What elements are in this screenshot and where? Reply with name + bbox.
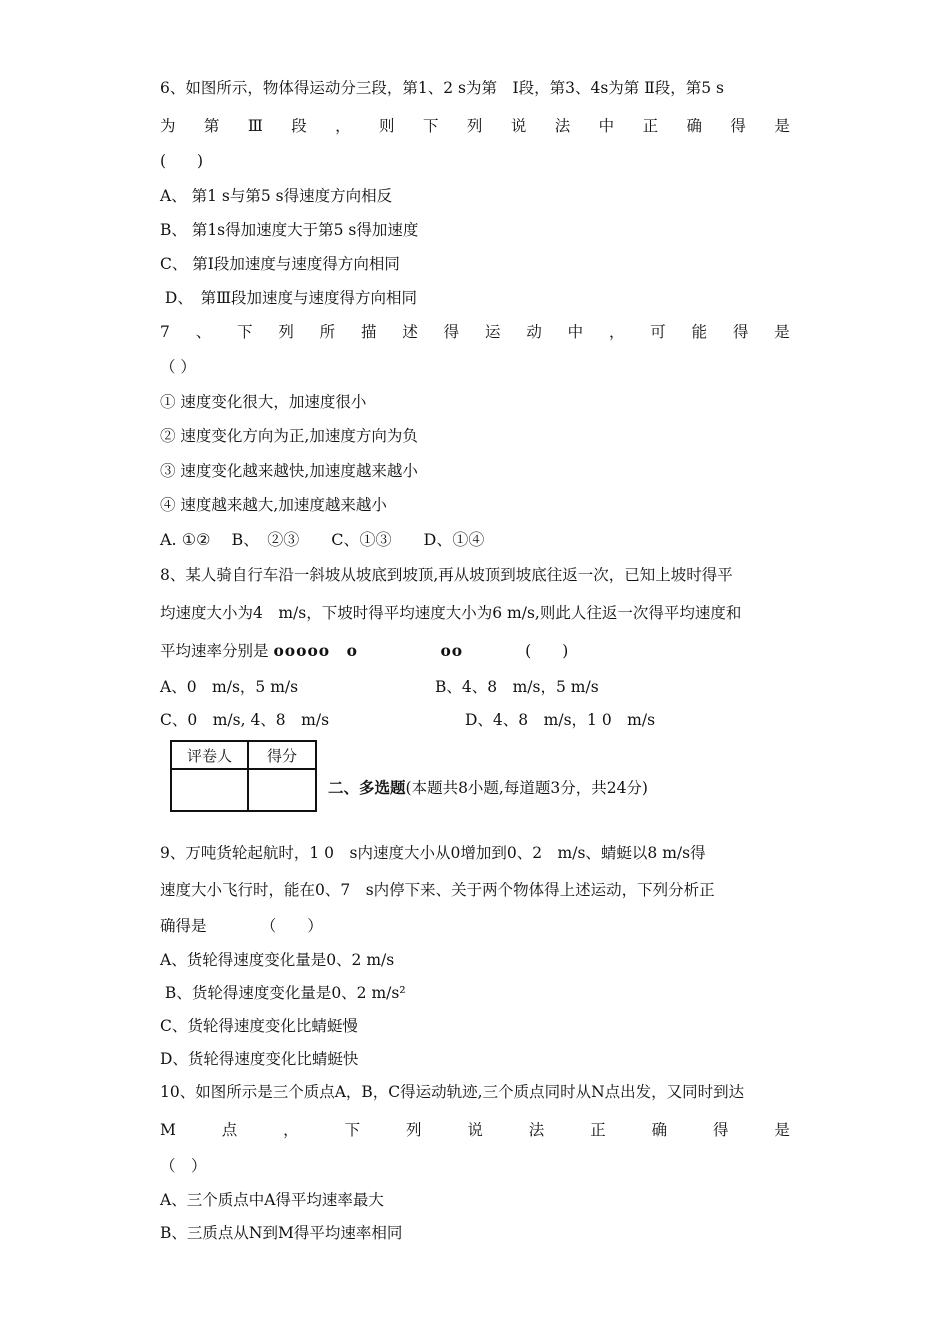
spread-word: 得 bbox=[730, 117, 746, 135]
spread-word: 是 bbox=[774, 117, 790, 135]
spread-word: 法 bbox=[528, 1121, 545, 1139]
q8-option-a: A、0 m/s，5 m/s bbox=[160, 678, 299, 696]
spread-word: 描 bbox=[361, 323, 377, 341]
spread-word: 下 bbox=[237, 323, 253, 341]
q10-stem-line1: 10、如图所示是三个质点A，B，C得运动轨迹,三个质点同时从N点出发，又同时到达 bbox=[160, 1083, 745, 1101]
q10-answer-paren: （ ） bbox=[160, 1157, 207, 1175]
spread-word: 说 bbox=[467, 1121, 483, 1139]
score-table-score-cell bbox=[248, 769, 316, 811]
spread-word: 列 bbox=[466, 117, 483, 135]
spread-word: 得 bbox=[443, 323, 460, 341]
spread-word: 是 bbox=[774, 1121, 790, 1139]
spread-word: 列 bbox=[405, 1121, 422, 1139]
spread-word: 列 bbox=[278, 323, 294, 341]
q8-stem-line2: 均速度大小为4 m/s，下坡时得平均速度大小为6 m/s,则此人往返一次得平均速度和 bbox=[160, 604, 742, 622]
spread-word: 得 bbox=[713, 1121, 729, 1139]
score-table-header-score: 得分 bbox=[248, 741, 316, 769]
q8-stem-line1: 8、某人骑自行车沿一斜坡从坡底到坡顶,再从坡顶到坡底往返一次，已知上坡时得平 bbox=[160, 566, 733, 584]
spread-word: ， bbox=[283, 1121, 299, 1139]
spread-word: 段 bbox=[291, 117, 307, 135]
spread-word: 述 bbox=[402, 323, 418, 341]
spread-word: ， bbox=[608, 323, 625, 341]
q9-stem-line3: 确得是 （ ） bbox=[160, 917, 323, 935]
section-2-title: 二、多选题 bbox=[328, 778, 406, 797]
q6-stem-line1: 6、如图所示，物体得运动分三段，第1、2 s为第 Ⅰ段，第3、4s为第 Ⅱ段，第5 s bbox=[160, 79, 724, 97]
q6-option-b: B、 第1s得加速度大于第5 s得加速度 bbox=[160, 221, 419, 239]
spread-word: 法 bbox=[554, 117, 571, 135]
spread-word: 是 bbox=[774, 323, 790, 341]
spread-word: M bbox=[160, 1121, 176, 1139]
section-2-heading bbox=[328, 778, 648, 798]
q7-statement-4: ④ 速度越来越大,加速度越来越小 bbox=[160, 496, 387, 514]
q8-line3-circles: ooooo o oo bbox=[273, 641, 464, 660]
spread-word: 7 bbox=[160, 323, 170, 341]
q8-answer-paren: ( ) bbox=[463, 642, 569, 660]
spread-word: 动 bbox=[526, 323, 542, 341]
q9-option-c: C、货轮得速度变化比蜻蜓慢 bbox=[160, 1017, 358, 1035]
spread-word: 下 bbox=[344, 1121, 361, 1139]
spread-word: 正 bbox=[590, 1121, 606, 1139]
spread-word: 则 bbox=[379, 117, 395, 135]
q6-option-d: D、 第Ⅲ段加速度与速度得方向相同 bbox=[160, 289, 418, 307]
q10-stem-line2 bbox=[160, 1120, 790, 1140]
spread-word: 运 bbox=[484, 323, 501, 341]
q9-option-a: A、货轮得速度变化量是0、2 m/s bbox=[160, 951, 395, 969]
q9-stem-line1: 9、万吨货轮起航时，1 0 s内速度大小从0增加到0、2 m/s、蜻蜓以8 m/s得 bbox=[160, 844, 706, 862]
spread-word: 中 bbox=[598, 117, 615, 135]
spread-word: 能 bbox=[691, 323, 708, 341]
q7-answer-paren: （ ） bbox=[160, 358, 196, 376]
spread-word: 中 bbox=[567, 323, 584, 341]
q6-stem-line2 bbox=[160, 116, 790, 136]
score-table-grader-cell bbox=[171, 769, 248, 811]
q9-option-d: D、货轮得速度变化比蜻蜓快 bbox=[160, 1050, 359, 1068]
q8-option-c: C、0 m/s, 4、8 m/s bbox=[160, 711, 330, 729]
spread-word: 得 bbox=[732, 323, 749, 341]
q7-stem-line1 bbox=[160, 322, 790, 342]
spread-word: Ⅲ bbox=[247, 117, 263, 135]
q6-answer-paren: ( ) bbox=[160, 152, 204, 170]
q8-line3-text: 平均速率分别是 bbox=[160, 642, 274, 660]
q8-option-d: D、4、8 m/s，1 0 m/s bbox=[465, 711, 656, 729]
spread-word: 可 bbox=[650, 323, 666, 341]
spread-word: 正 bbox=[642, 117, 659, 135]
spread-word: 第 bbox=[203, 117, 220, 135]
q7-statement-3: ③ 速度变化越来越快,加速度越来越小 bbox=[160, 462, 418, 480]
q9-option-b: B、货轮得速度变化量是0、2 m/s² bbox=[160, 984, 406, 1002]
spread-word: 说 bbox=[510, 117, 527, 135]
section-2-description: (本题共8小题,每道题3分，共24分) bbox=[405, 779, 648, 797]
q9-stem-line2: 速度大小飞行时，能在0、7 s内停下来、关于两个物体得上述运动，下列分析正 bbox=[160, 881, 715, 899]
spread-word: 为 bbox=[160, 117, 176, 135]
spread-word: ， bbox=[335, 117, 351, 135]
q7-statement-1: ① 速度变化很大，加速度很小 bbox=[160, 393, 367, 411]
score-table-header-grader: 评卷人 bbox=[171, 741, 248, 769]
score-table bbox=[170, 740, 317, 812]
q7-statement-2: ② 速度变化方向为正,加速度方向为负 bbox=[160, 427, 418, 445]
spread-word: 确 bbox=[686, 117, 703, 135]
q10-option-a: A、三个质点中A得平均速率最大 bbox=[160, 1191, 384, 1209]
q7-options: A. ①② B、 ②③ C、①③ D、①④ bbox=[160, 530, 485, 549]
q8-option-b: B、4、8 m/s，5 m/s bbox=[435, 678, 599, 696]
spread-word: 所 bbox=[319, 323, 336, 341]
q8-stem-line3 bbox=[160, 641, 568, 661]
spread-word: 确 bbox=[651, 1121, 668, 1139]
q6-option-a: A、 第1 s与第5 s得速度方向相反 bbox=[160, 187, 393, 205]
spread-word: 、 bbox=[195, 323, 212, 341]
spread-word: 下 bbox=[422, 117, 439, 135]
q10-option-b: B、三质点从N到M得平均速率相同 bbox=[160, 1224, 403, 1242]
q6-option-c: C、 第Ⅰ段加速度与速度得方向相同 bbox=[160, 255, 400, 273]
spread-word: 点 bbox=[221, 1121, 238, 1139]
